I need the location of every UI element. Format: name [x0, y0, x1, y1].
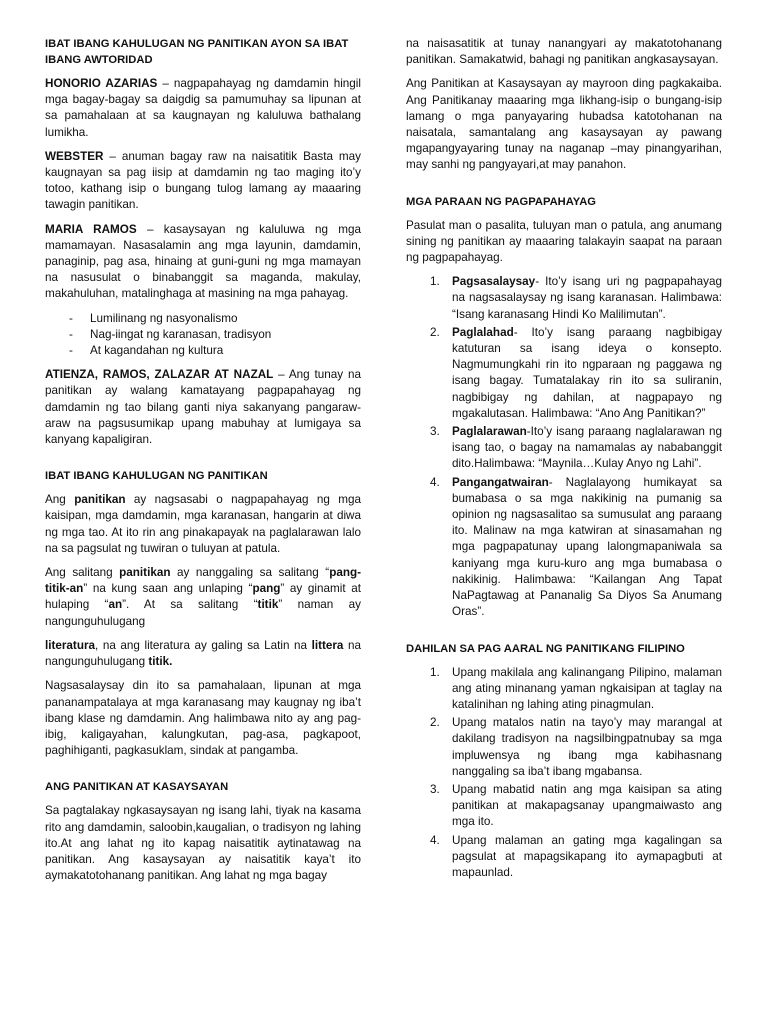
list-item: 3. Paglalarawan-Ito’y isang paraang naglalarawan ng isang tao, o bagay na namamalas ay nababanggit dito.Halimbawa: “Maynila…Kulay Anyo ng Lahi”.	[430, 425, 722, 471]
heading-methods: MGA PARAAN NG PAGPAPAHAYAG	[406, 195, 596, 208]
paragraph-ramos: MARIA RAMOS – kasaysayan ng kaluluwa ng mga mamamayan. Nasasalamin ang mga layunin, damdamin, panaginip, pag asa, hinaing at guni-guni ng mga mamayan na nasusulat o binabanggit sa maganda, makulay, makahuluhan, matalinghaga at masining na mga pahayag.	[45, 222, 361, 301]
author-name: MARIA RAMOS	[45, 222, 137, 236]
dash-list	[45, 311, 361, 360]
list-item: 1. Pagsasalaysay- Ito’y isang uri ng pagpapahayag na nagsasalaysay ng isang karanasan. Halimbawa: “Isang karanasang Hindi Ko Malilimutan”.	[430, 275, 722, 321]
methods-list	[406, 274, 722, 620]
paragraph-definition: Ang panitikan ay nagsasabi o nagpapahayag ng mga kaisipan, mga damdamin, mga karanasan, hangarin at diwa ng mga tao. At ito rin ang pinakapayak na paglalarawan lalo na sa pagsulat ng tuwiran o tuluyan at patula.	[45, 493, 361, 555]
heading-reasons: DAHILAN SA PAG AARAL NG PANITIKANG FILIPINO	[406, 642, 685, 655]
list-item: 2. Paglalahad- Ito’y isang paraang nagbibigay katuturan sa isang ideya o konsepto. Nagmumungkahi rin ito ngparaan ng paggawa ng isang bagay. Tumatalakay rin ito sa suliranin, nagbibigay ng dahilan, at nagpapayo ng mgakalutasan. Halimbawa: “Ano Ang Panitikan?”	[430, 325, 722, 420]
paragraph-methods-intro: Pasulat man o pasalita, tuluyan man o patula, ang anumang sining ng panitikan ay maaaring talakayin saapat na paraan ng pagpapahayag.	[406, 218, 722, 265]
list-item: 2. Upang matalos natin na tayo’y may marangal at dakilang tradisyon na nagsilbingpatnubay sa mga impluwensya ng ibang mga kabihasnang nanggaling sa iba’t ibang mgabansa.	[430, 716, 722, 778]
heading-authorities: IBAT IBANG KAHULUGAN NG PANITIKAN AYON SA IBAT IBANG AWTORIDAD	[45, 38, 349, 66]
list-item: - Nag-iingat ng karanasan, tradisyon	[45, 327, 361, 343]
heading-history: ANG PANITIKAN AT KASAYSAYAN	[45, 781, 229, 794]
paragraph-emotions: Nagsasalaysay din ito sa pamahalaan, lipunan at mga pananampatalaya at mga karanasang may kaugnay ng iba’t ibang klase ng damdamin. Ang halimbawa nito ay ang pag-ibig, kaligayahan, kalungkutan, pag-asa, pagkapoot, paghihiganti, pagkasuklam, sindak at pangamba.	[45, 679, 361, 758]
reasons-list	[406, 665, 722, 882]
paragraph-difference: Ang Panitikan at Kasaysayan ay mayroon ding pagkakaiba. Ang Panitikanay maaaring mga likhang-isip o bungang-isip lamang o mga panyayaring hubadsa katotohanan na naisatala, samantalang ang kasaysayan ay pawang mgapangyayaring tunay na naganap –may pinangyarihan, may sanhi ng pangyayari,at may panahon.	[406, 77, 722, 172]
paragraph-webster: WEBSTER – anuman bagay raw na naisatitik Basta may kaugnayan sa pag iisip at damdamin ng tao maging ito’y totoo, kathang isip o bungang tulog lamang ay maaaring tawagin panitikan.	[45, 149, 361, 212]
author-name: WEBSTER	[45, 149, 104, 163]
list-item: - At kagandahan ng kultura	[45, 343, 361, 359]
heading-meanings: IBAT IBANG KAHULUGAN NG PANITIKAN	[45, 470, 268, 483]
list-item: 4. Pangangatwairan- Naglalayong humikayat sa bumabasa o sa mga nakikinig na pumanig sa opinion ng nagsasalitao sa sumusulat ang paraang ito. Malinaw na mga katwiran at sinasamahan ng mga pagpapatunay upang lalongmapaniwala sa kaniyang mga kuru-kuro ang mga bumabasa o nakikinig. Halimbawa: “Kailangan Ang Tapat NaPagtawag at Pananalig Sa Diyos Sa Anumang Oras”.	[430, 475, 722, 619]
paragraph-history: Sa pagtalakay ngkasaysayan ng isang lahi, tiyak na kasama rito ang damdamin, saloobin,kaugalian, o tradisyon ng lahing ito.At ang lahat ng ito kapag naisatitik aytinatawag na panitikan. Ang kasaysayan ay naisatitik kaya’t ito aymakatotohanang panitikan. Ang lahat ng mga bagay	[45, 804, 361, 883]
author-name: ATIENZA, RAMOS, ZALAZAR AT NAZAL	[45, 368, 274, 382]
paragraph-continued: na naisasatitik at tunay nanangyari ay makatotohanang panitikan. Samakatwid, bahagi ng panitikan angkasaysayan.	[406, 37, 722, 67]
right-column	[406, 36, 722, 889]
list-item: 1. Upang makilala ang kalinangang Pilipino, malaman ang ating minanang yaman ngkaisipan at taglay na katalinihan ng lahing ating pinagmulan.	[430, 665, 722, 711]
left-column	[45, 36, 361, 892]
paragraph-atienza: ATIENZA, RAMOS, ZALAZAR AT NAZAL – Ang tunay na panitikan ay walang kamatayang pagpapahayag ng damdamin ng tao bilang ganti niya sakanyang pangaraw-araw na pagsusumikap upang mabuhay at lumigaya sa kanyang kapaligiran.	[45, 368, 361, 447]
author-name: HONORIO AZARIAS	[45, 77, 158, 90]
paragraph-literatura: literatura, na ang literatura ay galing sa Latin na littera na nangunguhulugang titik.	[45, 638, 362, 669]
paragraph-azarias: HONORIO AZARIAS – nagpapahayag ng damdamin hingil mga bagay-bagay sa daigdig sa pamumuhay sa lipunan at sa pamahalaan at sa kaugnayan ng kaluluwa bathalang lumikha.	[45, 77, 361, 139]
list-item: 3. Upang mabatid natin ang mga kaisipan sa ating panitikan at makapagsanay upangmaiwasto ang mga ito.	[430, 782, 722, 829]
list-item: 4. Upang malaman an gating mga kagalingan sa pagsulat at mapagsikapang ito aymapagbuti at mapaunlad.	[430, 833, 722, 879]
list-item: - Lumilinang ng nasyonalismo	[45, 311, 361, 327]
paragraph-etymology: Ang salitang panitikan ay nanggaling sa salitang “pang-titik-an” na kung saan ang unlaping “pang” ay ginamit at hulaping “an”. At sa salitang “titik” naman ay nangunguhulugang	[45, 566, 362, 628]
